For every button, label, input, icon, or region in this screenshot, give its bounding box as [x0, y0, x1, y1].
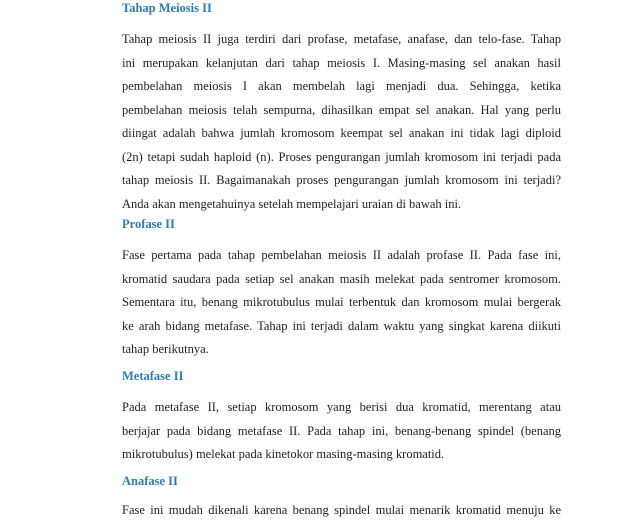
text-line: ini merupakan kelanjutan dari tahap meiosis I. Masing-masing sel anakan hasil	[122, 55, 561, 70]
text-line: tahap meiosis II. Bagaimanakah proses pengurangan jumlah kromosom ini terjadi?	[122, 173, 561, 187]
text-line: mikrotubulus) melekat pada kinetokor masing-masing kromatid.	[122, 447, 445, 461]
text-line: Anda akan mengetahuinya setelah mempelajari uraian di bawah ini.	[122, 196, 462, 211]
section-heading-tahap-meiosis-ii: Tahap Meiosis II	[122, 1, 212, 15]
text-line: pembelahan meiosis telah sempurna, dihasilkan empat sel anakan. Hal yang perlu	[122, 102, 561, 117]
section-heading-anafase-ii: Anafase II	[122, 474, 178, 488]
text-line: diingat adalah bahwa jumlah kromosom keempat sel anakan ini tidak lagi diploid	[122, 126, 561, 140]
text-line: Tahap meiosis II juga terdiri dari profase, metafase, anafase, dan telo-fase. Tahap	[122, 32, 561, 46]
text-line: Pada metafase II, setiap kromosom yang berisi dua kromatid, merentang atau	[122, 400, 561, 414]
text-line: berjajar pada bidang metafase II. Pada tahap ini, benang-benang spindel (benang	[122, 423, 561, 438]
text-line: kromatid saudara pada setiap sel anakan masih melekat pada sentromer kromosom.	[122, 271, 561, 286]
text-line: Sementara itu, benang mikrotubulus mulai terbentuk dan kromosom mulai bergerak	[122, 295, 561, 309]
paragraph-tahap-meiosis-ii	[122, 31, 561, 219]
text-line: pembelahan meiosis I akan membelah lagi menjadi dua. Sehingga, ketika	[122, 79, 561, 93]
text-line: tahap berikutnya.	[122, 342, 209, 356]
section-heading-profase-ii: Profase II	[122, 217, 175, 231]
paragraph-profase-ii	[122, 247, 561, 365]
section-heading-metafase-ii: Metafase II	[122, 369, 184, 383]
paragraph-metafase-ii	[122, 399, 561, 470]
paragraph-anafase-ii	[122, 502, 561, 526]
text-line: ke arah bidang metafase. Tahap ini terjadi dalam waktu yang singkat karena diikuti	[122, 318, 561, 333]
text-line: Fase ini mudah dikenali karena benang spindel mulai menarik kromatid menuju ke	[122, 503, 561, 517]
text-line: Fase pertama pada tahap pembelahan meiosis II adalah profase II. Pada fase ini,	[122, 248, 561, 262]
text-line: (2n) tetapi sudah haploid (n). Proses pengurangan jumlah kromosom ini terjadi pada	[122, 149, 561, 164]
